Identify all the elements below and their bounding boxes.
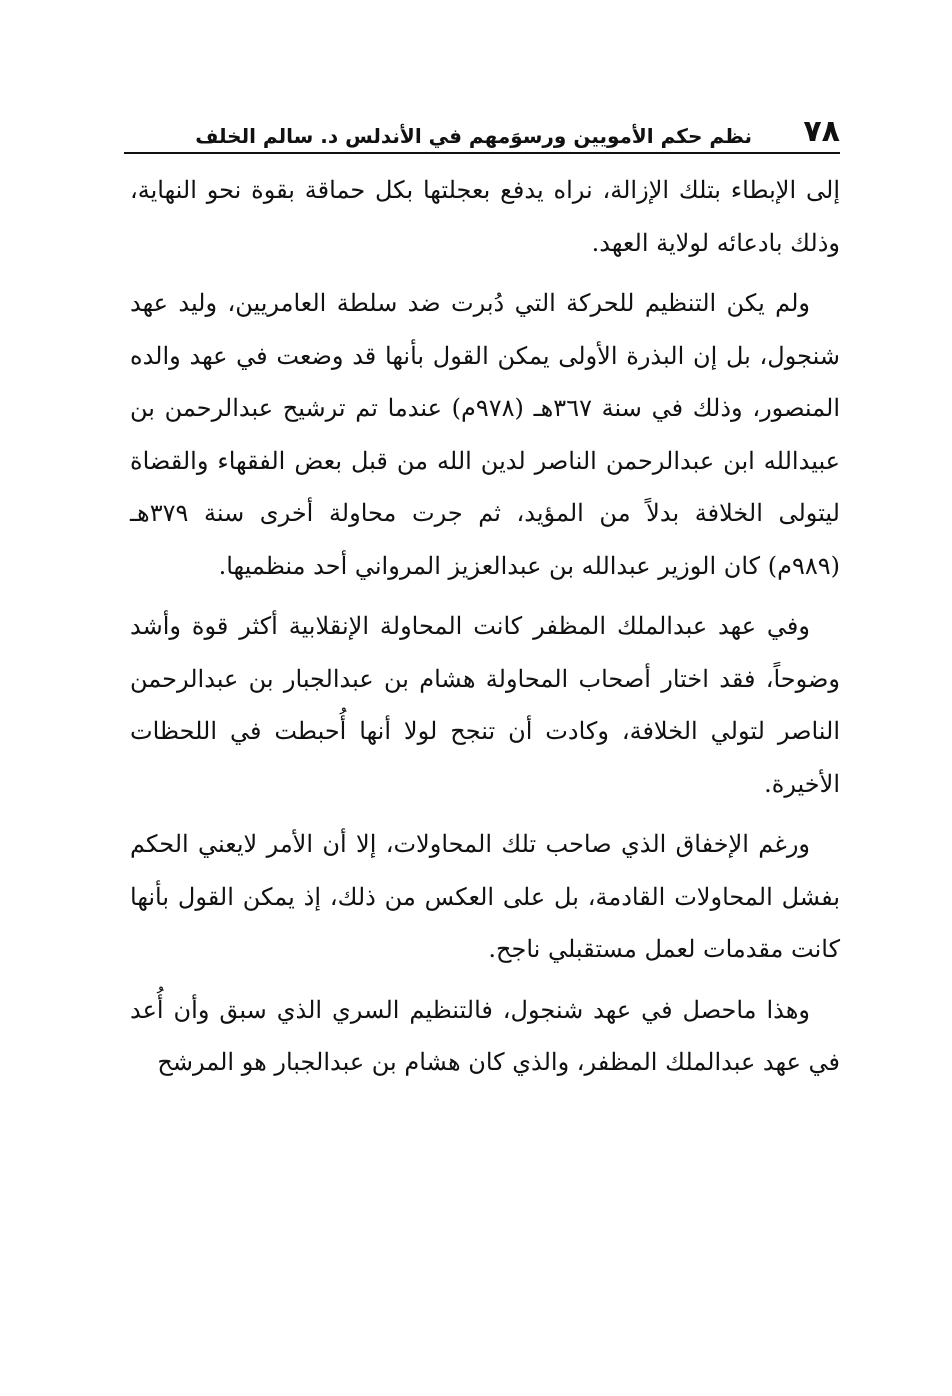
document-page [120, 0, 840, 1396]
paragraph: ورغم الإخفاق الذي صاحب تلك المحاولات، إلا أن الأمر لايعني الحكم بفشل المحاولات القادمة، بل على العكس من ذلك، إذ يمكن القول بأنها كانت مقدمات لعمل مستقبلي ناجح. [130, 830, 840, 963]
body-text [130, 164, 840, 1097]
paragraph-continuation: إلى الإبطاء بتلك الإزالة، نراه يدفع بعجلتها بكل حماقة بقوة نحو النهاية، وذلك بادعائه لولاية العهد. [130, 176, 840, 257]
header-rule [124, 152, 840, 154]
running-title: نظم حكم الأمويين ورسوَمهم في الأندلس د. سالم الخلف [195, 124, 752, 148]
paragraph: وهذا ماحصل في عهد شنجول، فالتنظيم السري الذي سبق وأن أُعد في عهد عبدالملك المظفر، والذي كان هشام بن عبدالجبار هو المرشح [130, 995, 840, 1076]
paragraph: ولم يكن التنظيم للحركة التي دُبرت ضد سلطة العامريين، وليد عهد شنجول، بل إن البذرة الأولى يمكن القول بأنها قد وضعت في عهد والده المنصور، وذلك في سنة ٣٦٧هـ (٩٧٨م) عندما تم ترشيح عبدالرحمن بن عبيدالله ابن عبدالرحمن الناصر لدين الله من قبل بعض الفقهاء والقضاة ليتولى الخلافة بدلاً من المؤيد، ثم جرت محاولة أخرى سنة ٣٧٩هـ (٩٨٩م) كان الوزير عبدالله بن عبدالعزيز المرواني أحد منظميها. [130, 289, 841, 580]
page-number: ٧٨ [803, 114, 840, 149]
paragraph: وفي عهد عبدالملك المظفر كانت المحاولة الإنقلابية أكثر قوة وأشد وضوحاً، فقد اختار أصحاب المحاولة هشام بن عبدالجبار بن عبدالرحمن الناصر لتولي الخلافة، وكادت أن تنجح لولا أنها أُحبطت في اللحظات الأخيرة. [130, 612, 840, 798]
